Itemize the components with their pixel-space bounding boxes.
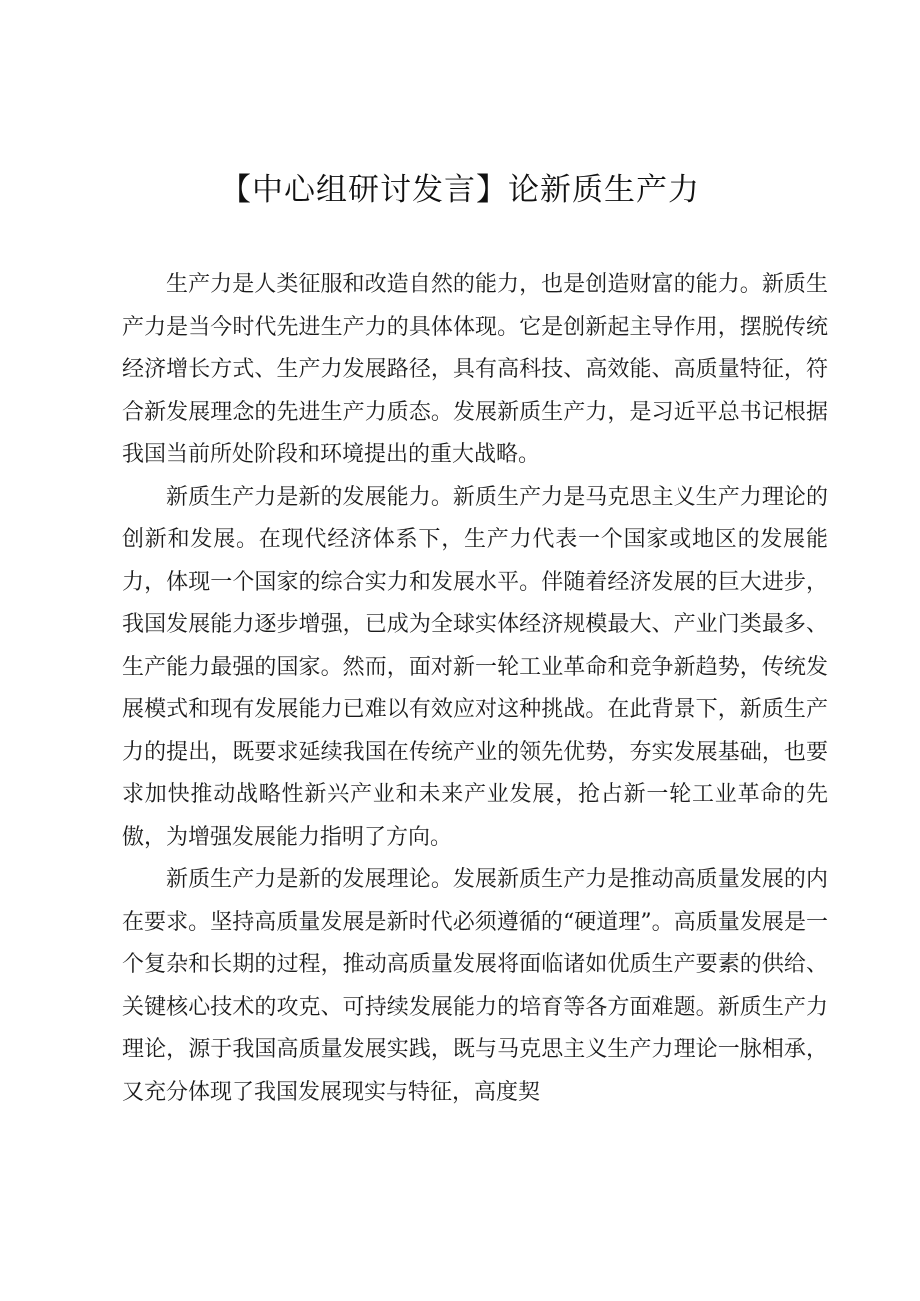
document-body — [122, 264, 828, 1114]
document-title: 【中心组研讨发言】论新质生产力 — [220, 172, 700, 208]
paragraph-1: 生产力是人类征服和改造自然的能力，也是创造财富的能力。新质生产力是当今时代先进生产力的具体体现。它是创新起主导作用，摆脱传统经济增长方式、生产力发展路径，具有高科技、高效能、高质量特征，符合新发展理念的先进生产力质态。发展新质生产力，是习近平总书记根据我国当前所处阶段和环境提出的重大战略。 — [122, 272, 828, 467]
paragraph-3: 新质生产力是新的发展理论。发展新质生产力是推动高质量发展的内在要求。坚持高质量发展是新时代必须遵循的“硬道理”。高质量发展是一个复杂和长期的过程，推动高质量发展将面临诸如优质生产要素的供给、关键核心技术的攻克、可持续发展能力的培育等各方面难题。新质生产力理论，源于我国高质量发展实践，既与马克思主义生产力理论一脉相承，又充分体现了我国发展现实与特征，高度契 — [122, 867, 828, 1105]
paragraph-2: 新质生产力是新的发展能力。新质生产力是马克思主义生产力理论的创新和发展。在现代经济体系下，生产力代表一个国家或地区的发展能力，体现一个国家的综合实力和发展水平。伴随着经济发展的巨大进步，我国发展能力逐步增强，已成为全球实体经济规模最大、产业门类最多、生产能力最强的国家。然而，面对新一轮工业革命和竞争新趋势，传统发展模式和现有发展能力已难以有效应对这种挑战。在此背景下，新质生产力的提出，既要求延续我国在传统产业的领先优势，夯实发展基础，也要求加快推动战略性新兴产业和未来产业发展，抢占新一轮工业革命的先傲，为增强发展能力指明了方向。 — [122, 484, 828, 850]
